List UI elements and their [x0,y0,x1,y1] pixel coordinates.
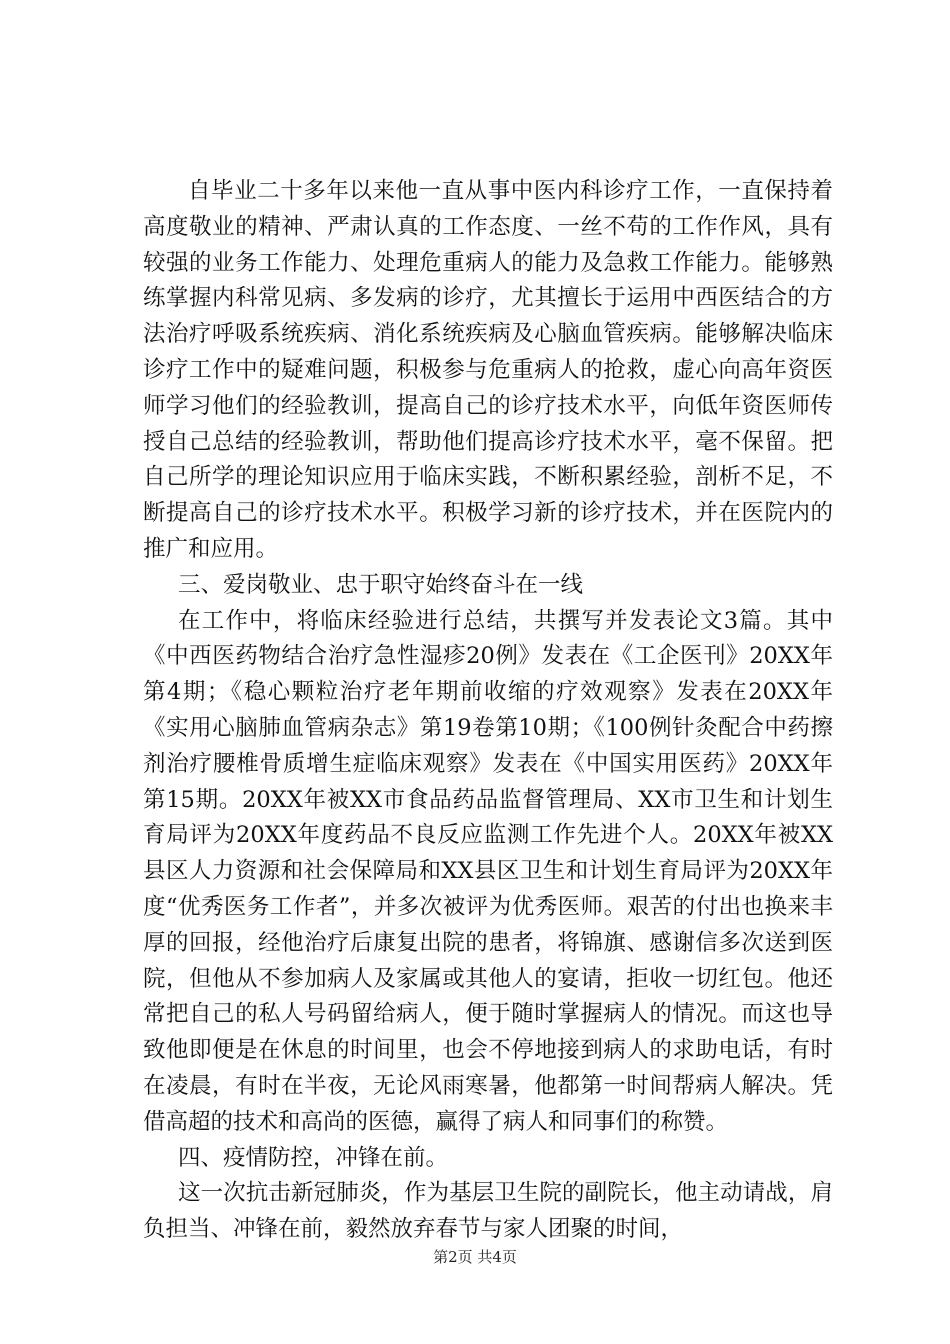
paragraph-medical-career: 自毕业二十多年以来他一直从事中医内科诊疗工作，一直保持着高度敬业的精神、严肃认真的工作态度、一丝不苟的工作作风，具有较强的业务工作能力、处理危重病人的能力及急救工作能力。能够熟练掌握内科常见病、多发病的诊疗，尤其擅长于运用中西医结合的方法治疗呼吸系统疾病、消化系统疾病及心脑血管疾病。能够解决临床诊疗工作中的疑难问题，积极参与危重病人的抢救，虚心向高年资医师学习他们的经验教训，提高自己的诊疗技术水平，向低年资医师传授自己总结的经验教训，帮助他们提高诊疗技术水平，毫不保留。把自己所学的理论知识应用于临床实践，不断积累经验，剖析不足，不断提高自己的诊疗技术水平。积极学习新的诊疗技术，并在医院内的推广和应用。 [143,178,833,562]
paragraph-achievements: 在工作中，将临床经验进行总结，共撰写并发表论文3篇。其中《中西医药物结合治疗急性湿疹20例》发表在《工企医刊》20XX年第4期；《稳心颗粒治疗老年期前收缩的疗效观察》发表在20XX年《实用心脑肺血管病杂志》第19卷第10期；《100例针灸配合中药擦剂治疗腰椎骨质增生症临床观察》发表在《中国实用医药》20XX年第15期。20XX年被XX市食品药品监督管理局、XX市卫生和计划生育局评为20XX年度药品不良反应监测工作先进个人。20XX年被XX县区人力资源和社会保障局和XX县区卫生和计划生育局评为20XX年度“优秀医务工作者”，并多次被评为优秀医师。艰苦的付出也换来丰厚的回报，经他治疗后康复出院的患者，将锦旗、感谢信多次送到医院，但他从不参加病人及家属或其他人的宴请，拒收一切红包。他还常把自己的私人号码留给病人，便于随时掌握病人的情况。而这也导致他即便是在休息的时间里，也会不停地接到病人的求助电话，有时在凌晨，有时在半夜，无论风雨寒暑，他都第一时间帮病人解决。凭借高超的技术和高尚的医德，赢得了病人和同事们的称赞。 [143,607,833,1135]
page-number-footer: 第2页 共4页 [433,1248,517,1266]
document-body [143,174,833,1248]
section-heading-four: 四、疫情防控，冲锋在前。 [178,1144,449,1171]
paragraph-epidemic: 这一次抗击新冠肺炎，作为基层卫生院的副院长，他主动请战，肩负担当、冲锋在前，毅然放弃春节与家人团聚的时间， [143,1180,833,1243]
section-heading-three: 三、爱岗敬业、忠于职守始终奋斗在一线 [178,571,584,598]
